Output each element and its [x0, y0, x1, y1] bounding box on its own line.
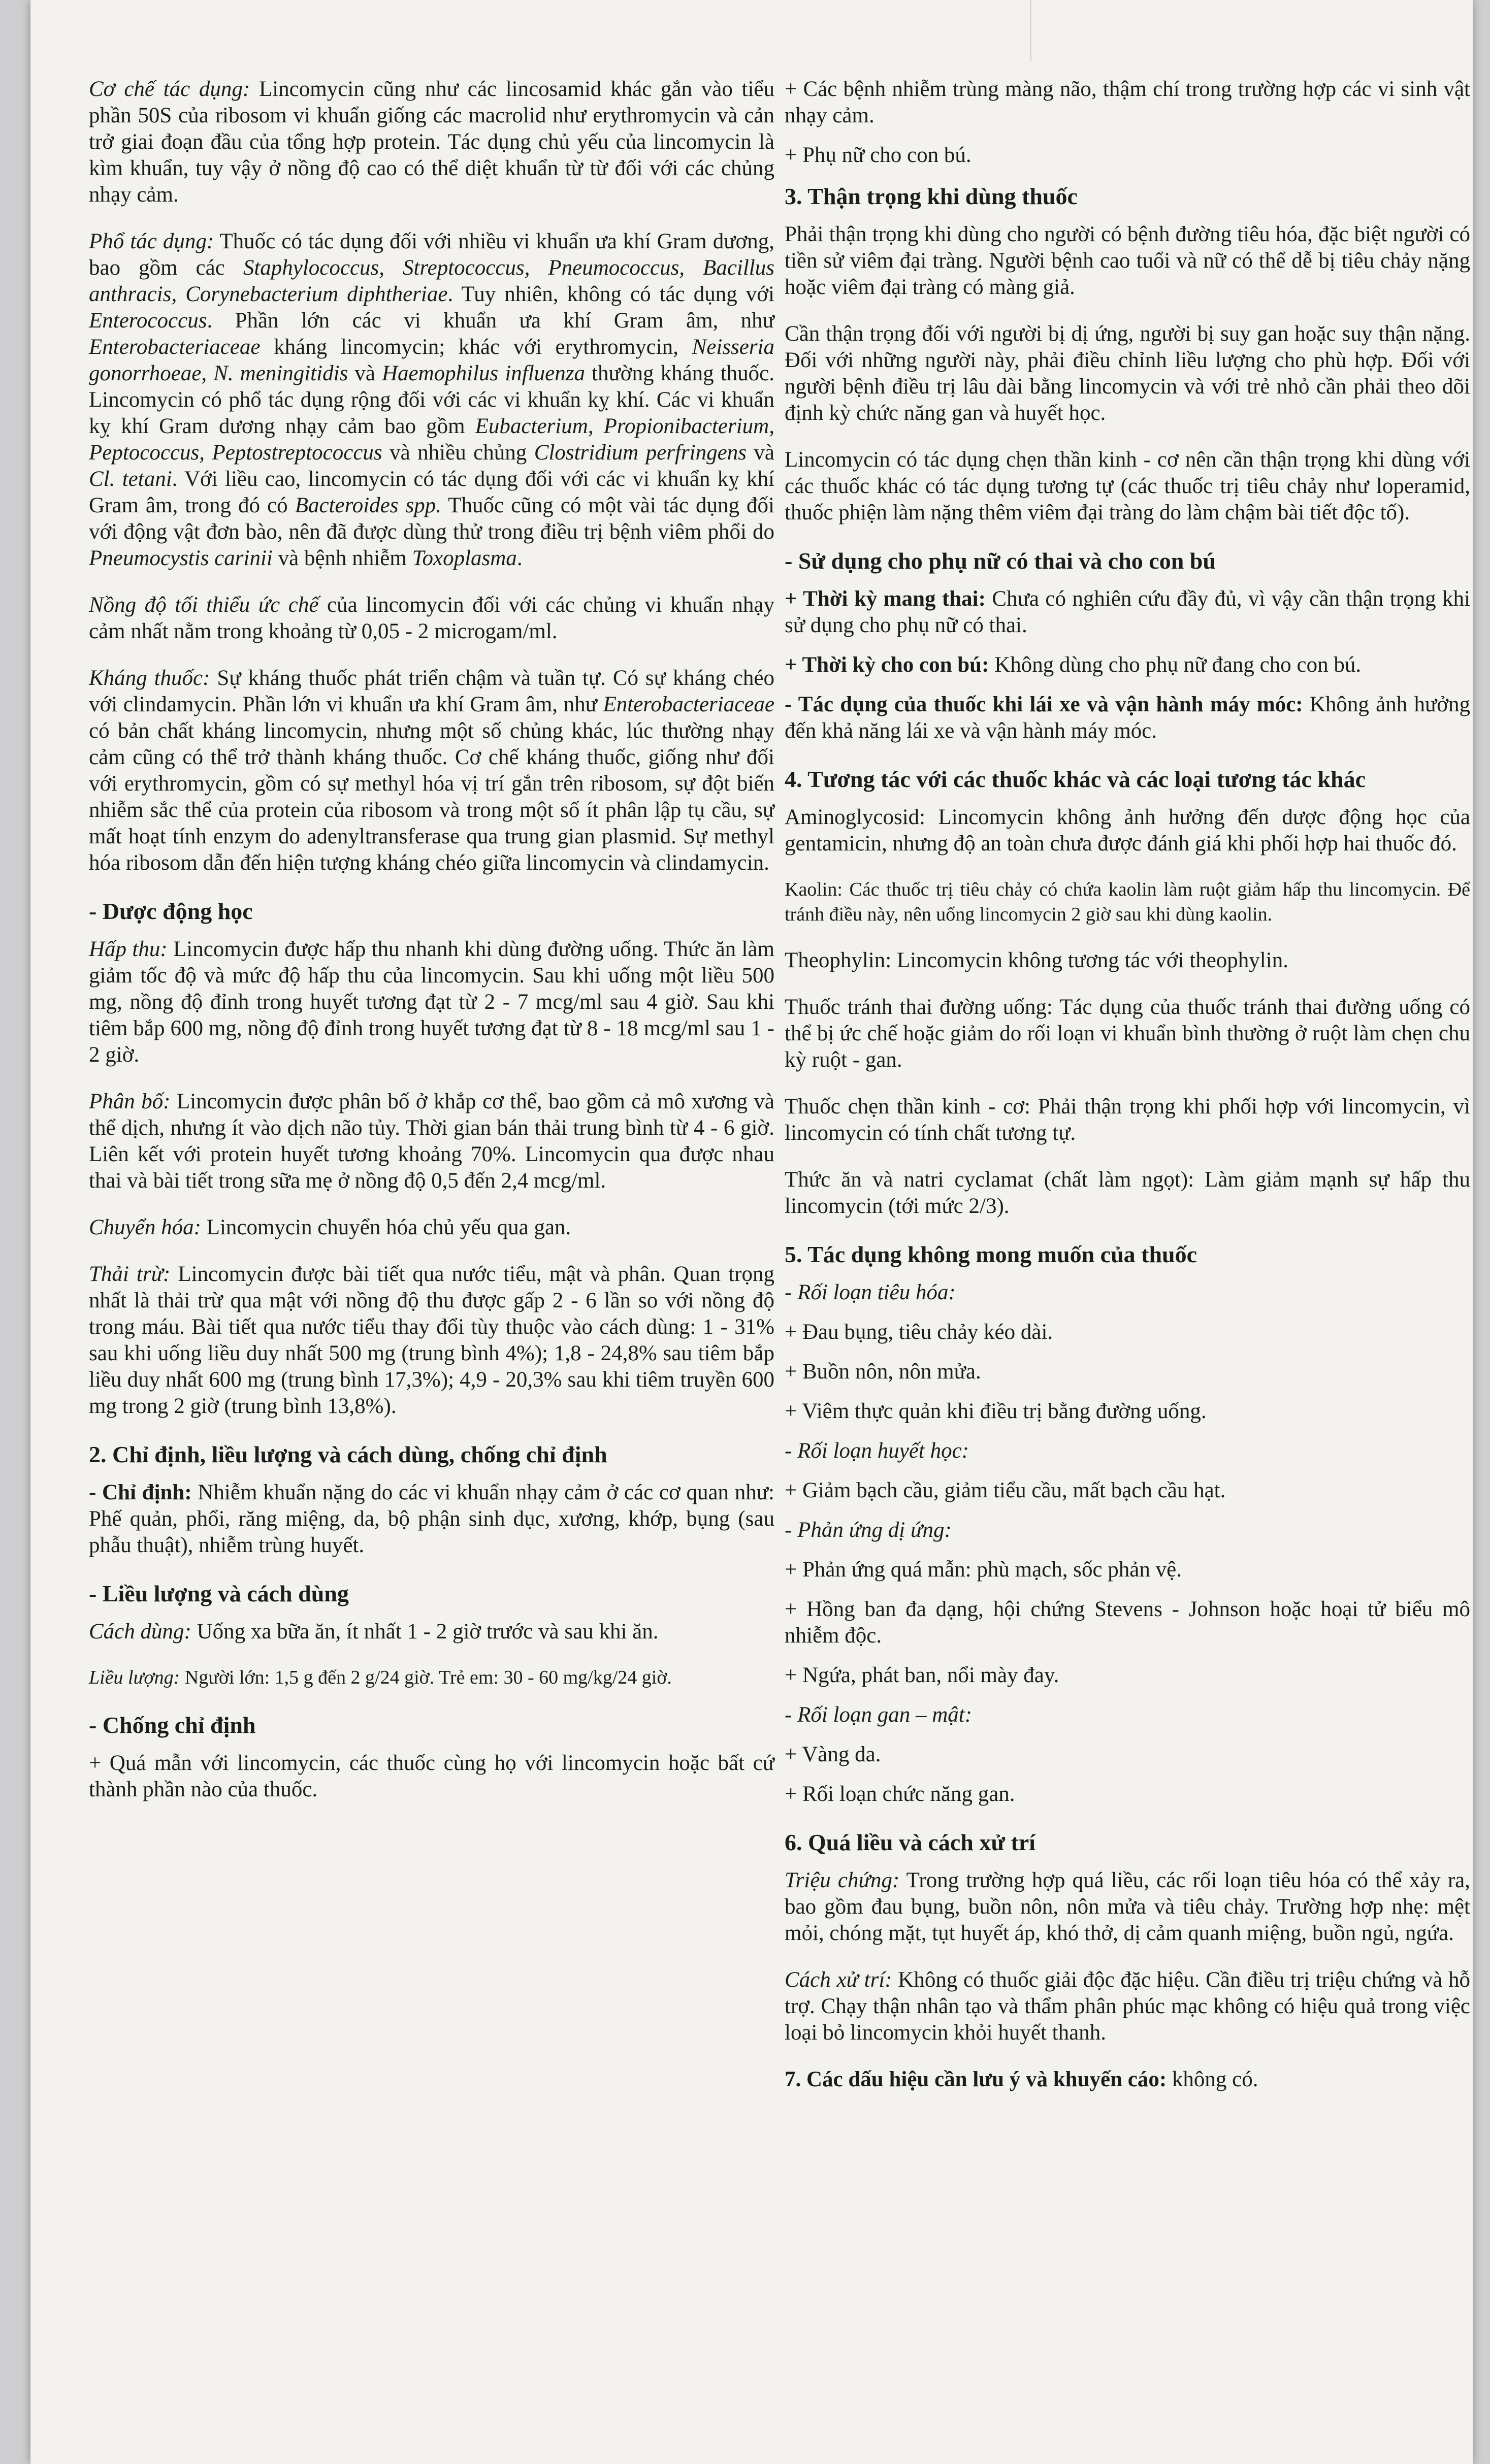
species-names: Toxoplasma — [412, 546, 517, 570]
heading-section-5: 5. Tác dụng không mong muốn của thuốc — [785, 1241, 1197, 1267]
species-names: Eubacterium, Propionibacterium, Peptococcus, Peptostreptococcus — [89, 414, 774, 465]
text-span: . Với liều cao, lincomycin có tác dụng đối với các vi khuẩn kỵ khí Gram âm, trong đó có — [89, 467, 774, 517]
label-allergic-reactions: - Phản ứng dị ứng: — [785, 1518, 952, 1542]
list-item: + Giảm bạch cầu, giảm tiểu cầu, mất bạch cầu hạt. — [785, 1479, 1226, 1502]
heading-dosage: - Liều lượng và cách dùng — [89, 1581, 349, 1606]
text-lactation: Không dùng cho phụ nữ đang cho con bú. — [989, 653, 1362, 677]
text-distribution: Lincomycin được phân bố ở khắp cơ thể, bao gồm cả mô xương và thể dịch, nhưng ít vào dịch não tủy. Thời gian bán thải trung bình từ 4 - 6 giờ. Liên kết với protein huyết tương khoảng 70%. Lincomycin qua được nhau thai và bài tiết trong sữa mẹ ở nồng độ 0,5 đến 2,4 mcg/ml. — [89, 1090, 775, 1193]
list-item: + Phản ứng quá mẫn: phù mạch, sốc phản vệ. — [785, 1558, 1182, 1582]
label-dose: Liều lượng: — [89, 1667, 180, 1688]
text-usage: Uống xa bữa ăn, ít nhất 1 - 2 giờ trước và sau khi ăn. — [191, 1620, 659, 1644]
paragraph-spectrum — [89, 228, 774, 572]
paragraph-mechanism — [89, 76, 774, 208]
text-symptoms: Trong trường hợp quá liều, các rối loạn tiêu hóa có thể xảy ra, bao gồm đau bụng, buồn nôn, nôn mửa và tiêu chảy. Trường hợp nhẹ: mệt mỏi, chóng mặt, tụt huyết áp, khó thở, dị cảm quanh miệng, buồn ngủ, ngứa. — [785, 1868, 1470, 1945]
paragraph-indications — [89, 1480, 774, 1559]
label-distribution: Phân bố: — [89, 1090, 171, 1113]
text-span: thường kháng thuốc. Lincomycin có phổ tác dụng rộng đối với các vi khuẩn kỵ khí. Các vi khuẩn kỵ khí Gram dương nhạy cảm bao gồm — [89, 362, 774, 438]
label-spectrum: Phổ tác dụng: — [89, 229, 214, 253]
paragraph-symptoms — [785, 1867, 1470, 1947]
label-symptoms: Triệu chứng: — [785, 1868, 900, 1892]
heading-section-4: 4. Tương tác với các thuốc khác và các loại tương tác khác — [785, 766, 1366, 792]
text-span: . Phần lớn các vi khuẩn ưa khí Gram âm, như — [207, 309, 774, 333]
species-names: Enterobacteriaceae — [603, 693, 774, 716]
text-metabolism: Lincomycin chuyển hóa chủ yếu qua gan. — [201, 1215, 571, 1239]
label-mic: Nồng độ tối thiểu ức chế — [89, 593, 319, 617]
paragraph-distribution — [89, 1089, 774, 1194]
label-gi-disorders: - Rối loạn tiêu hóa: — [785, 1280, 956, 1304]
right-column — [785, 76, 1470, 2113]
heading-contraindications: - Chống chỉ định — [89, 1712, 256, 1738]
heading-section-2: 2. Chỉ định, liều lượng và cách dùng, chống chỉ định — [89, 1441, 607, 1467]
text-span: và bệnh nhiễm — [272, 546, 412, 570]
text-mechanism: Lincomycin cũng như các lincosamid khác gắn vào tiểu phần 50S của ribosom vi khuẩn giống các macrolid như erythromycin và cản trở giai đoạn đầu của tổng hợp protein. Tác dụng chủ yếu của lincomycin là kìm khuẩn, tuy vậy ở nồng độ cao có thể diệt khuẩn từ từ đối với các chủng nhạy cảm. — [89, 77, 775, 207]
paragraph-precaution-1: Phải thận trọng khi dùng cho người có bệnh đường tiêu hóa, đặc biệt người có tiền sử viêm đại tràng. Người bệnh cao tuổi và nữ có thể dễ bị tiêu chảy nặng hoặc viêm đại tràng có màng giả. — [785, 222, 1470, 299]
list-item: + Buồn nôn, nôn mửa. — [785, 1360, 981, 1384]
label-driving: - Tác dụng của thuốc khi lái xe và vận hành máy móc: — [785, 693, 1303, 716]
text-treatment: Không có thuốc giải độc đặc hiệu. Cần điều trị triệu chứng và hỗ trợ. Chạy thận nhân tạo và thẩm phân phúc mạc không có hiệu quả trong việc loại bỏ lincomycin khỏi huyết thanh. — [785, 1968, 1470, 2045]
species-names: Staphylococcus, Streptococcus, Pneumococcus, Bacillus anthracis, Corynebacterium diphtheriae — [89, 256, 774, 306]
paragraph-precaution-3: Lincomycin có tác dụng chẹn thần kinh - cơ nên cần thận trọng khi dùng với các thuốc khác có tác dụng tương tự (các thuốc trị tiêu chảy như loperamid, thuốc phiện làm nặng thêm viêm đại tràng do làm chậm bài tiết độc tố). — [785, 448, 1470, 524]
paragraph-precaution-2: Cần thận trọng đối với người bị dị ứng, người bị suy gan hoặc suy thận nặng. Đối với những người này, phải điều chỉnh liều lượng cho phù hợp. Đối với người bệnh điều trị lâu dài bằng lincomycin và với trẻ nhỏ cần phải theo dõi định kỳ chức năng gan và huyết học. — [785, 322, 1470, 425]
paragraph-usage — [89, 1619, 774, 1645]
label-elimination: Thải trừ: — [89, 1262, 171, 1286]
species-names: Clostridium perfringens — [534, 441, 747, 465]
label-liver-disorders: - Rối loạn gan – mật: — [785, 1703, 973, 1727]
label-blood-disorders: - Rối loạn huyết học: — [785, 1439, 969, 1463]
paragraph-contraceptive: Thuốc tránh thai đường uống: Tác dụng của thuốc tránh thai đường uống có thể bị ức chế hoặc giảm do rối loạn vi khuẩn bình thường ở ruột làm chẹn chu kỳ ruột - gan. — [785, 995, 1470, 1072]
paragraph-metabolism — [89, 1214, 774, 1241]
paragraph-elimination — [89, 1261, 774, 1420]
label-lactation: + Thời kỳ cho con bú: — [785, 653, 989, 677]
text-elimination: Lincomycin được bài tiết qua nước tiểu, mật và phân. Quan trọng nhất là thải trừ qua mật với nồng độ thu được gấp 2 - 6 lần so với nồng độ trong máu. Bài tiết qua nước tiểu thay đổi tùy thuộc vào cách dùng: 1 - 31% sau khi uống liều duy nhất 500 mg (trung bình 4%); 1,8 - 24,8% sau tiêm bắp liều duy nhất 600 mg (trung bình 17,3%); 4,9 - 20,3% sau khi tiêm truyền 600 mg trong 2 giờ (trung bình 13,8%). — [89, 1262, 774, 1418]
label-absorption: Hấp thu: — [89, 937, 168, 961]
paragraph-neuromuscular: Thuốc chẹn thần kinh - cơ: Phải thận trọng khi phối hợp với lincomycin, vì lincomycin có tính chất tương tự. — [785, 1095, 1470, 1145]
label-warnings: 7. Các dấu hiệu cần lưu ý và khuyến cáo: — [785, 2067, 1167, 2091]
list-item: + Rối loạn chức năng gan. — [785, 1782, 1015, 1806]
text-span: và nhiều chủng — [382, 441, 534, 465]
label-metabolism: Chuyển hóa: — [89, 1215, 201, 1239]
paragraph-driving — [785, 692, 1470, 744]
text-span: Thuốc có tác dụng đối với nhiều vi khuẩn ưa khí Gram dương, bao gồm các — [89, 229, 774, 280]
species-names: Enterococcus — [89, 309, 207, 333]
label-resistance: Kháng thuốc: — [89, 666, 210, 690]
list-item: + Vàng da. — [785, 1743, 881, 1766]
species-names: Pneumocystis carinii — [89, 546, 273, 570]
label-indications: - Chỉ định: — [89, 1481, 192, 1504]
paragraph-contraindication-1: + Quá mẫn với lincomycin, các thuốc cùng họ với lincomycin hoặc bất cứ thành phần nào của thuốc. — [89, 1751, 774, 1801]
paragraph-mic — [89, 592, 774, 645]
label-usage: Cách dùng: — [89, 1620, 191, 1644]
text-dose: Người lớn: 1,5 g đến 2 g/24 giờ. Trẻ em: 30 - 60 mg/kg/24 giờ. — [180, 1667, 672, 1688]
paragraph-kaolin: Kaolin: Các thuốc trị tiêu chảy có chứa kaolin làm ruột giảm hấp thu lincomycin. Để tránh điều này, nên uống lincomycin 2 giờ sau khi dùng kaolin. — [785, 879, 1470, 925]
document-page — [30, 0, 1473, 2464]
paragraph-pregnancy — [785, 586, 1470, 639]
text-span: và — [746, 441, 775, 465]
species-names: Haemophilus influenza — [381, 362, 585, 385]
list-item: + Viêm thực quản khi điều trị bằng đường uống. — [785, 1399, 1207, 1423]
heading-pharmacokinetics: - Dược động học — [89, 898, 253, 924]
page-fold-mark — [1030, 0, 1031, 61]
text-span: kháng lincomycin; khác với erythromycin, — [260, 335, 692, 359]
species-names: Bacteroides spp. — [295, 494, 442, 517]
paragraph-resistance — [89, 665, 774, 876]
paragraph-warnings — [785, 2066, 1470, 2093]
heading-pregnancy: - Sử dụng cho phụ nữ có thai và cho con bú — [785, 548, 1216, 574]
label-pregnancy: + Thời kỳ mang thai: — [785, 587, 986, 611]
label-treatment: Cách xử trí: — [785, 1968, 892, 1992]
paragraph-absorption — [89, 936, 774, 1068]
text-span: . Tuy nhiên, không có tác dụng với — [447, 282, 774, 306]
species-names: Cl. tetani — [89, 467, 172, 491]
text-pregnancy: Chưa có nghiên cứu đầy đủ, vì vậy cần thận trọng khi sử dụng cho phụ nữ có thai. — [785, 587, 1470, 637]
text-span: . — [516, 546, 523, 570]
paragraph-food: Thức ăn và natri cyclamat (chất làm ngọt): Làm giảm mạnh sự hấp thu lincomycin (tới mức 2/3). — [785, 1168, 1470, 1218]
left-column — [89, 76, 774, 1823]
paragraph-contraindication-3: + Phụ nữ cho con bú. — [785, 143, 971, 167]
species-names: Neisseria gonorrhoeae, N. meningitidis — [89, 335, 774, 385]
label-mechanism: Cơ chế tác dụng: — [89, 77, 250, 101]
text-span: và — [348, 362, 382, 385]
paragraph-treatment — [785, 1967, 1470, 2046]
species-names: Enterobacteriaceae — [89, 335, 261, 359]
text-absorption: Lincomycin được hấp thu nhanh khi dùng đường uống. Thức ăn làm giảm tốc độ và mức độ hấp thu của lincomycin. Sau khi uống một liều 500 mg, nồng độ đỉnh trong huyết tương đạt từ 2 - 7 mcg/ml sau 4 giờ. Sau khi tiêm bắp 600 mg, nồng độ đỉnh trong huyết tương đạt từ 8 - 18 mcg/ml sau 1 - 2 giờ. — [89, 937, 774, 1067]
text-mic: của lincomycin đối với các chủng vi khuẩn nhạy cảm nhất nằm trong khoảng từ 0,05 - 2 microgam/ml. — [89, 593, 774, 643]
paragraph-contraindication-2: + Các bệnh nhiễm trùng màng não, thậm chí trong trường hợp các vi sinh vật nhạy cảm. — [785, 77, 1470, 127]
text-indications: Nhiễm khuẩn nặng do các vi khuẩn nhạy cảm ở các cơ quan như: Phế quản, phổi, răng miệng, da, bộ phận sinh dục, xương, khớp, bụng (sau phẫu thuật), nhiễm trùng huyết. — [89, 1481, 774, 1557]
heading-section-6: 6. Quá liều và cách xử trí — [785, 1829, 1035, 1855]
list-item: + Ngứa, phát ban, nổi mày đay. — [785, 1663, 1059, 1687]
paragraph-aminoglycosid: Aminoglycosid: Lincomycin không ảnh hưởng đến dược động học của gentamicin, nhưng độ an toàn chưa được đánh giá khi phối hợp hai thuốc đó. — [785, 805, 1470, 856]
paragraph-dose — [89, 1665, 774, 1690]
text-span: Sự kháng thuốc phát triển chậm và tuần tự. Có sự kháng chéo với clindamycin. Phần lớn vi khuẩn ưa khí Gram âm, như — [89, 666, 774, 716]
text-warnings: không có. — [1167, 2067, 1258, 2091]
text-span: Thuốc cũng có một vài tác dụng đối với động vật đơn bào, nên đã được dùng thử trong điều trị bệnh viêm phổi do — [89, 494, 774, 544]
heading-section-3: 3. Thận trọng khi dùng thuốc — [785, 183, 1078, 209]
list-item: + Hồng ban đa dạng, hội chứng Stevens - Johnson hoặc hoại tử biểu mô nhiễm độc. — [785, 1597, 1470, 1648]
paragraph-theophylin: Theophylin: Lincomycin không tương tác với theophylin. — [785, 948, 1288, 972]
paragraph-lactation — [785, 652, 1470, 678]
list-item: + Đau bụng, tiêu chảy kéo dài. — [785, 1320, 1053, 1344]
text-span: có bản chất kháng lincomycin, nhưng một số chủng khác, lúc thường nhạy cảm cũng có thể trở thành kháng thuốc. Cơ chế kháng thuốc, giống như đối với erythromycin, gồm có sự methyl hóa vị trí gắn trên ribosom, sự đột biến nhiễm sắc thể của protein của ribosom và trong một số ít phân lập tụ cầu, sự mất hoạt tính enzym do adenyltransferase qua trung gian plasmid. Sự methyl hóa ribosom dẫn đến hiện tượng kháng chéo giữa lincomycin và clindamycin. — [89, 719, 774, 875]
text-driving: Không ảnh hưởng đến khả năng lái xe và vận hành máy móc. — [785, 693, 1470, 743]
